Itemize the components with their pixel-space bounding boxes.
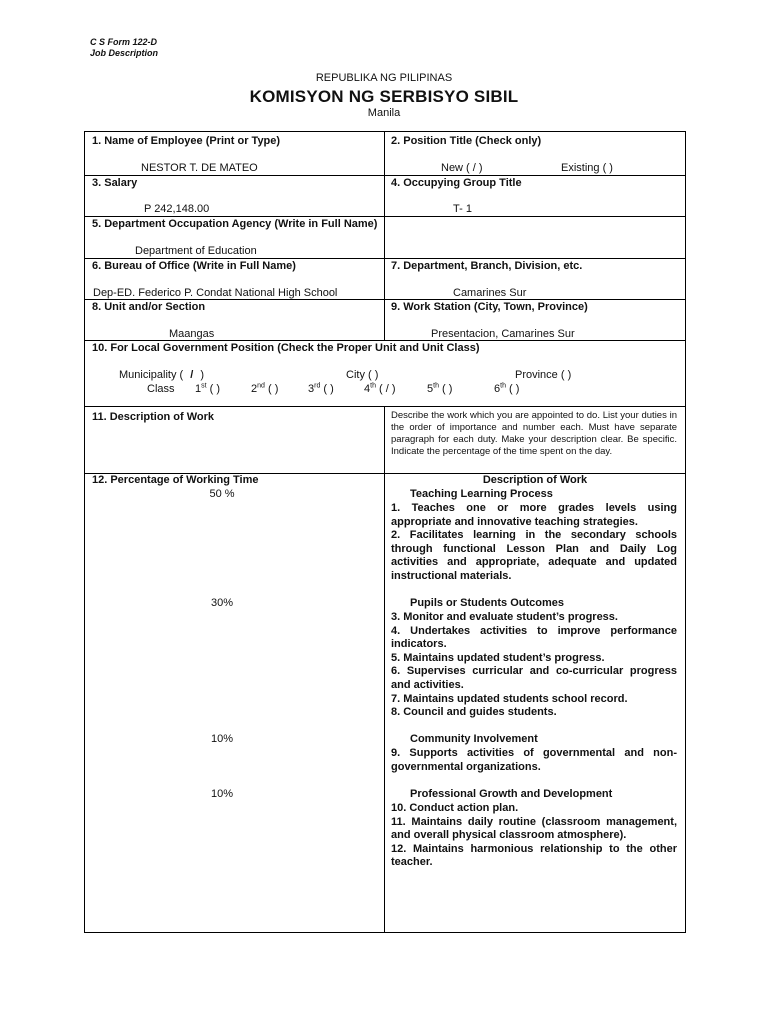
form-number: C S Form 122-D — [90, 37, 158, 47]
class-option-6[interactable] — [494, 383, 519, 396]
duty-list — [391, 747, 677, 774]
duty-group-title: Teaching Learning Process — [410, 488, 553, 500]
class-mark: ( ) — [509, 383, 520, 395]
group-title-value[interactable]: T- 1 — [453, 203, 472, 215]
percent-value: 10% — [210, 733, 234, 745]
class-option-1[interactable] — [195, 383, 220, 396]
description-label: 11. Description of Work — [92, 411, 215, 423]
unit-value[interactable]: Maangas — [169, 328, 215, 340]
position-existing-checkbox[interactable]: Existing ( ) — [561, 162, 613, 174]
class-mark: ( ) — [209, 383, 221, 395]
department-value[interactable]: Camarines Sur — [453, 287, 527, 299]
class-mark: ( ) — [267, 383, 279, 395]
row-divider — [85, 258, 685, 259]
row-divider — [85, 175, 685, 176]
class-suffix: th — [370, 382, 376, 390]
bureau-label: 6. Bureau of Office (Write in Full Name) — [92, 260, 296, 272]
work-station-label: 9. Work Station (City, Town, Province) — [391, 301, 588, 313]
city-heading: Manila — [367, 107, 401, 119]
class-label: Class — [147, 383, 175, 395]
column-divider — [384, 132, 385, 258]
position-new-checkbox[interactable]: New ( / ) — [441, 162, 483, 174]
description-instructions: Describe the work which you are appointed to do. List your duties in the order of importance and number each. Must have separate paragraph for each duty. Make your description clear. Be specific. Indicate the percentage of the time spent on the day. — [391, 410, 677, 457]
class-number: 3 — [308, 383, 315, 395]
form-code — [90, 37, 158, 59]
class-suffix: th — [433, 382, 439, 390]
class-suffix: nd — [257, 382, 265, 390]
local-gov-label: 10. For Local Government Position (Check the Proper Unit and Unit Class) — [92, 342, 480, 354]
duty-group-title: Professional Growth and Development — [410, 788, 613, 800]
duty-item: 6. Supervises curricular and co-curricular progress and activities. — [391, 665, 677, 691]
job-description-form — [84, 131, 686, 933]
class-number: 5 — [427, 383, 434, 395]
province-checkbox[interactable]: Province ( ) — [515, 369, 572, 381]
class-number: 6 — [494, 383, 501, 395]
description-of-work-header: Description of Work — [482, 474, 588, 486]
employee-name-label: 1. Name of Employee (Print or Type) — [92, 135, 281, 147]
class-number: 1 — [195, 383, 202, 395]
agency-value[interactable]: Department of Education — [135, 245, 257, 257]
row-divider — [85, 216, 685, 217]
municipality-mark: / — [190, 369, 194, 381]
duty-item: 7. Maintains updated students school record. — [391, 692, 628, 705]
row-divider — [85, 406, 685, 407]
class-mark: ( / ) — [379, 383, 396, 395]
duty-item: 3. Monitor and evaluate student’s progress. — [391, 611, 618, 623]
duty-item: 8. Council and guides students. — [391, 706, 557, 719]
column-divider — [384, 258, 385, 340]
bureau-value[interactable]: Dep-ED. Federico P. Condat National High School — [93, 287, 338, 299]
class-number: 4 — [364, 383, 371, 395]
department-label: 7. Department, Branch, Division, etc. — [391, 260, 583, 272]
duty-item: 9. Supports activities of governmental and non-governmental organizations. — [391, 747, 677, 773]
duty-item: 11. Maintains daily routine (classroom management, and overall physical classroom atmosphere). — [391, 815, 677, 842]
form-type: Job Description — [90, 48, 159, 58]
duty-item: 10. Conduct action plan. — [391, 802, 519, 814]
municipality-checkbox[interactable] — [119, 369, 204, 382]
city-checkbox[interactable]: City ( ) — [346, 369, 379, 381]
duty-list — [391, 502, 677, 584]
republic-heading: REPUBLIKA NG PILIPINAS — [315, 72, 453, 84]
class-mark: ( ) — [442, 383, 453, 395]
group-title-label: 4. Occupying Group Title — [391, 177, 522, 189]
class-option-5[interactable] — [427, 383, 452, 396]
duty-item: 4. Undertakes activities to improve performance indicators. — [391, 624, 677, 651]
percent-value: 10% — [210, 788, 234, 800]
class-suffix: th — [500, 382, 506, 390]
duty-item: 1. Teaches one or more grades levels using appropriate and innovative teaching strategies. — [391, 502, 677, 528]
duty-list — [391, 611, 677, 720]
duty-item: 12. Maintains harmonious relationship to the other teacher. — [391, 842, 677, 869]
duty-list — [391, 802, 677, 870]
salary-value[interactable]: P 242,148.00 — [144, 203, 210, 215]
unit-label: 8. Unit and/or Section — [92, 301, 206, 313]
municipality-text: Municipality ( — [119, 369, 184, 381]
class-option-2[interactable] — [251, 383, 278, 396]
duty-item: 2. Facilitates learning in the secondary schools through functional Lesson Plan and Daily Log activities and appropriate, adequate and updated instructional materials. — [391, 529, 677, 582]
commission-heading: KOMISYON NG SERBISYO SIBIL — [249, 87, 519, 106]
class-option-3[interactable] — [308, 383, 334, 396]
duty-item: 5. Maintains updated student’s progress. — [391, 651, 605, 664]
employee-name-value[interactable]: NESTOR T. DE MATEO — [141, 162, 258, 174]
class-number: 2 — [251, 383, 258, 395]
class-suffix: rd — [314, 382, 321, 390]
duty-group-title: Community Involvement — [410, 733, 538, 745]
percent-value: 50 % — [209, 488, 235, 500]
working-time-label: 12. Percentage of Working Time — [92, 474, 259, 486]
agency-label: 5. Department Occupation Agency (Write in Full Name) — [92, 218, 378, 230]
percent-value: 30% — [210, 597, 234, 609]
class-option-4[interactable] — [364, 383, 396, 396]
duty-group-title: Pupils or Students Outcomes — [410, 597, 565, 609]
municipality-close: ) — [200, 369, 205, 381]
class-suffix: st — [201, 382, 207, 390]
position-title-label: 2. Position Title (Check only) — [391, 135, 542, 147]
class-mark: ( ) — [323, 383, 334, 395]
salary-label: 3. Salary — [92, 177, 138, 189]
work-station-value[interactable]: Presentacion, Camarines Sur — [431, 328, 575, 340]
